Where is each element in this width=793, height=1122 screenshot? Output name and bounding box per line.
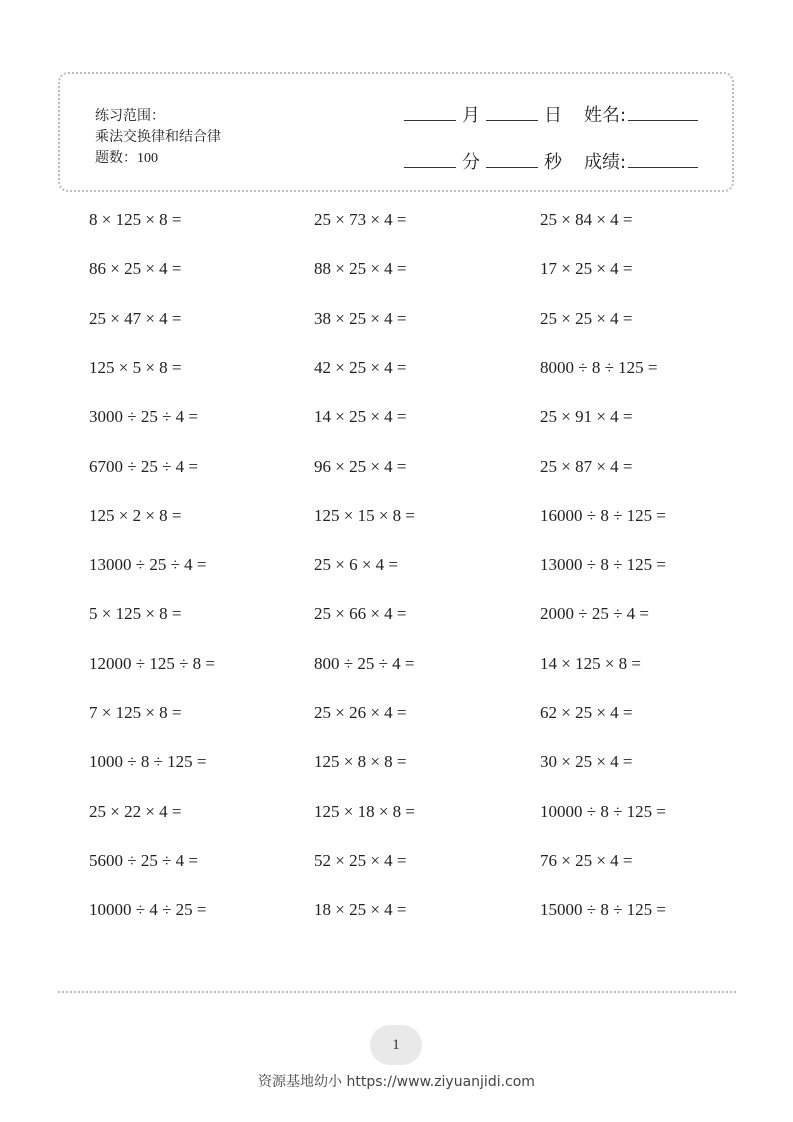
problem-item: 17 × 25 × 4 =: [540, 259, 633, 278]
problem-item: 30 × 25 × 4 =: [540, 752, 633, 771]
problem-item: 14 × 125 × 8 =: [540, 654, 642, 673]
problem-item: 25 × 87 × 4 =: [540, 457, 633, 476]
problem-item: 13000 ÷ 25 ÷ 4 =: [89, 555, 207, 574]
count-value: 100: [137, 151, 158, 166]
day-label: 日: [544, 105, 562, 126]
range-label: 练习范围：: [95, 108, 165, 124]
problem-item: 5600 ÷ 25 ÷ 4 =: [89, 851, 198, 870]
problem-item: 25 × 25 × 4 =: [540, 309, 633, 328]
problem-item: 62 × 25 × 4 =: [540, 703, 633, 722]
problem-item: 14 × 25 × 4 =: [314, 407, 407, 426]
problem-item: 8 × 125 × 8 =: [89, 210, 182, 229]
second-blank[interactable]: [486, 166, 538, 168]
time-score-row: [404, 148, 704, 174]
problem-item: 8000 ÷ 8 ÷ 125 =: [540, 358, 658, 377]
range-value: 乘法交换律和结合律: [95, 129, 221, 145]
name-label: 姓名:: [584, 105, 627, 126]
second-label: 秒: [544, 152, 562, 173]
score-blank[interactable]: [628, 166, 698, 168]
problem-item: 15000 ÷ 8 ÷ 125 =: [540, 900, 666, 919]
problem-item: 1000 ÷ 8 ÷ 125 =: [89, 752, 207, 771]
problem-item: 800 ÷ 25 ÷ 4 =: [314, 654, 415, 673]
problem-item: 125 × 5 × 8 =: [89, 358, 182, 377]
page-number-badge: 1: [370, 1025, 422, 1065]
problem-item: 6700 ÷ 25 ÷ 4 =: [89, 457, 198, 476]
date-name-row: [404, 101, 704, 127]
problem-item: 25 × 66 × 4 =: [314, 604, 407, 623]
minute-label: 分: [462, 152, 480, 173]
footer-text: 资源基地幼小 https://www.ziyuanjidi.com: [258, 1074, 535, 1090]
problem-item: 25 × 73 × 4 =: [314, 210, 407, 229]
problem-item: 25 × 91 × 4 =: [540, 407, 633, 426]
name-blank[interactable]: [628, 119, 698, 121]
problem-item: 25 × 26 × 4 =: [314, 703, 407, 722]
problem-item: 25 × 6 × 4 =: [314, 555, 399, 574]
score-label: 成绩:: [584, 152, 627, 173]
footer-divider: [58, 991, 736, 993]
problem-item: 5 × 125 × 8 =: [89, 604, 182, 623]
problem-item: 125 × 18 × 8 =: [314, 802, 416, 821]
problem-item: 88 × 25 × 4 =: [314, 259, 407, 278]
problem-item: 125 × 2 × 8 =: [89, 506, 182, 525]
day-blank[interactable]: [486, 119, 538, 121]
problem-item: 25 × 84 × 4 =: [540, 210, 633, 229]
problem-item: 125 × 15 × 8 =: [314, 506, 416, 525]
problem-count: [95, 148, 221, 169]
problem-item: 86 × 25 × 4 =: [89, 259, 182, 278]
problem-item: 12000 ÷ 125 ÷ 8 =: [89, 654, 215, 673]
problem-item: 25 × 47 × 4 =: [89, 309, 182, 328]
count-label: 题数：: [95, 150, 137, 166]
problem-item: 96 × 25 × 4 =: [314, 457, 407, 476]
problem-item: 10000 ÷ 4 ÷ 25 =: [89, 900, 207, 919]
problem-item: 38 × 25 × 4 =: [314, 309, 407, 328]
problem-item: 52 × 25 × 4 =: [314, 851, 407, 870]
problem-item: 18 × 25 × 4 =: [314, 900, 407, 919]
problem-item: 76 × 25 × 4 =: [540, 851, 633, 870]
problem-item: 2000 ÷ 25 ÷ 4 =: [540, 604, 649, 623]
minute-blank[interactable]: [404, 166, 456, 168]
month-blank[interactable]: [404, 119, 456, 121]
problem-item: 16000 ÷ 8 ÷ 125 =: [540, 506, 666, 525]
problem-item: 10000 ÷ 8 ÷ 125 =: [540, 802, 666, 821]
problem-item: 25 × 22 × 4 =: [89, 802, 182, 821]
problem-item: 7 × 125 × 8 =: [89, 703, 182, 722]
worksheet-info: [95, 106, 221, 169]
problem-item: 3000 ÷ 25 ÷ 4 =: [89, 407, 198, 426]
month-label: 月: [462, 105, 480, 126]
problem-item: 13000 ÷ 8 ÷ 125 =: [540, 555, 666, 574]
problem-item: 42 × 25 × 4 =: [314, 358, 407, 377]
problem-item: 125 × 8 × 8 =: [314, 752, 407, 771]
